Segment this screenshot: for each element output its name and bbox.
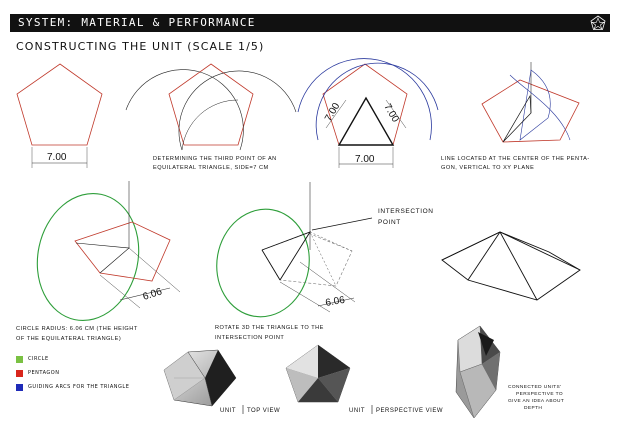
caption-triangle-line2: EQUILATERAL TRIANGLE, SIDE=7 CM [153,165,269,171]
legend-label: GUIDING ARCS FOR THE TRIANGLE [28,384,130,390]
pentagon-shape [482,80,579,142]
caption-line-line2: GON, VERTICAL TO XY PLANE [441,165,535,171]
legend-label: PENTAGON [28,370,60,376]
step5-circle [26,181,180,330]
unit-perspective-render [286,345,350,402]
pentagon-shape [17,64,102,145]
caption-rotate-line2: INTERSECTION POINT [215,335,285,341]
step2-arcs [126,64,296,150]
step4-vertical-line [482,62,579,142]
step7-pyramid [442,232,580,300]
dimension-label: 7.00 [381,102,401,125]
header-title: SYSTEM: MATERIAL & PERFORMANCE [18,16,256,29]
intersection-leader [312,218,372,230]
dimension-label: 6.06 [324,294,346,309]
legend-swatch-green [16,356,23,363]
perspective-label-unit: UNIT [349,408,365,414]
connected-units-render [456,326,500,418]
pentagon-shape [75,222,170,281]
caption-rotate-line1: ROTATE 3D THE TRIANGLE TO THE [215,325,324,331]
dimension-label: 7.00 [47,152,67,163]
dimension-label: 7.00 [355,154,375,165]
intersection-label-line2: POINT [378,219,401,226]
top-view-label-view: TOP VIEW [247,408,281,414]
page-subtitle: CONSTRUCTING THE UNIT (SCALE 1/5) [16,40,265,53]
legend-swatch-red [16,370,23,377]
caption-connected-line2: PERSPECTIVE TO [516,392,564,397]
step1-pentagon [17,64,102,168]
caption-circle-line1: CIRCLE RADIUS: 6.06 CM (THE HEIGHT [16,326,138,332]
unit-top-view-render [164,350,236,406]
intersection-label-line1: INTERSECTION [378,208,434,215]
caption-connected-line1: CONNECTED UNITS' [508,385,562,390]
top-view-label-unit: UNIT [220,408,236,414]
step3-triangle [298,59,438,168]
caption-line-line1: LINE LOCATED AT THE CENTER OF THE PENTA- [441,156,590,162]
legend-swatch-blue [16,384,23,391]
dimension-label: 7.00 [323,101,343,124]
caption-connected-line3: GIVE AN IDEA ABOUT [508,399,565,404]
caption-circle-line2: OF THE EQUILATERAL TRIANGLE) [16,336,122,342]
perspective-label-view: PERSPECTIVE VIEW [376,408,444,414]
caption-connected-line4: DEPTH [524,406,543,411]
step6-rotate [208,182,372,324]
caption-triangle-line1: DETERMINING THE THIRD POINT OF AN [153,156,277,162]
legend-label: CIRCLE [28,356,49,362]
guiding-arc [316,63,438,140]
dimension-label: 6.06 [141,286,164,303]
